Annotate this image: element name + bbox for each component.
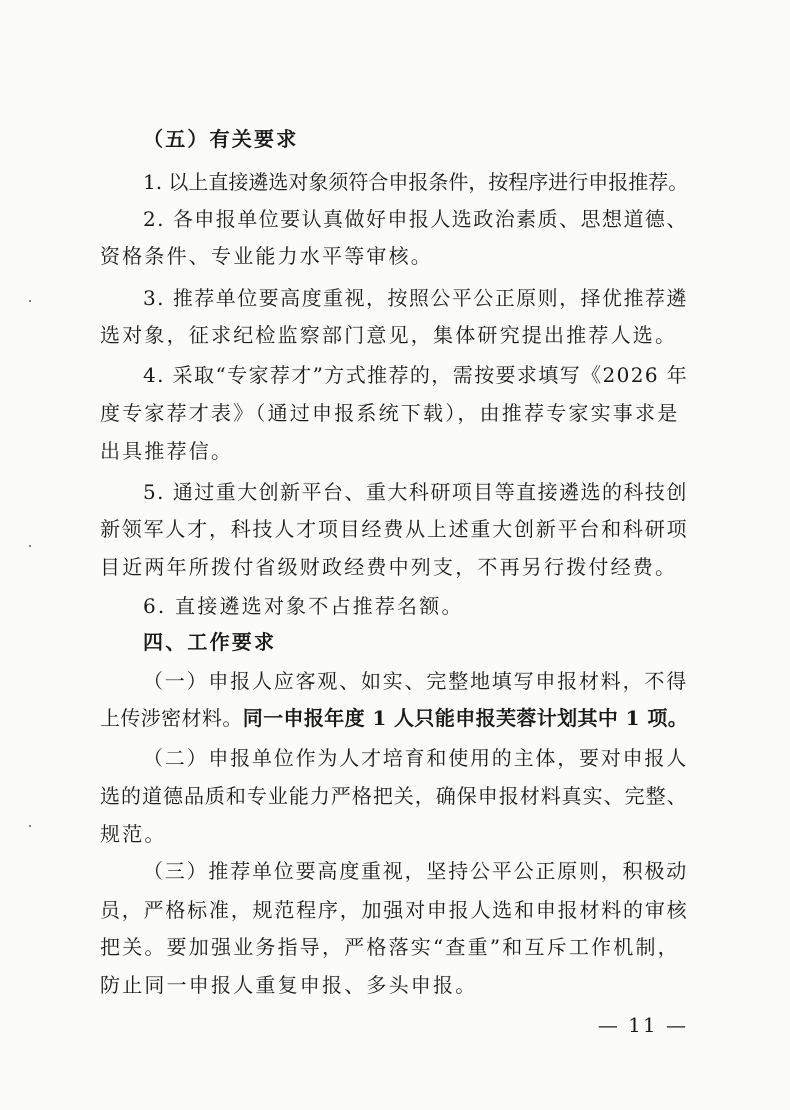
scan-mark	[29, 300, 31, 302]
item-1-text: 1. 以上直接遴选对象须符合申报条件，按程序进行申报推荐。	[143, 170, 689, 194]
item-6-text: 6. 直接遴选对象不占推荐名额。	[143, 594, 464, 618]
paragraph-2-line2: 选的道德品质和专业能力严格把关，确保申报材料真实、完整、	[100, 784, 688, 808]
scan-mark	[29, 545, 31, 547]
item-5-text-line1: 5. 通过重大创新平台、重大科研项目等直接遴选的科技创	[143, 480, 688, 504]
paragraph-3-line3: 把关。要加强业务指导，严格落实“查重”和互斥工作机制，	[100, 935, 680, 959]
paragraph-3-line4: 防止同一申报人重复申报、多头申报。	[100, 973, 478, 997]
item-3-text-line2: 选对象，征求纪检监察部门意见，集体研究提出推荐人选。	[100, 323, 678, 347]
paragraph-3-line2: 员，严格标准，规范程序，加强对申报人选和申报材料的审核	[100, 898, 689, 922]
item-3-text-line1: 3. 推荐单位要高度重视，按照公平公正原则，择优推荐遴	[143, 286, 688, 310]
paragraph-2-line3: 规范。	[100, 822, 167, 846]
item-5-text-line3: 目近两年所拨付省级财政经费中列支，不再另行拨付经费。	[100, 555, 678, 579]
item-4-text-line2: 度专家荐才表》（通过申报系统下载），由推荐专家实事求是	[100, 401, 680, 425]
item-2-text-line1: 2. 各申报单位要认真做好申报人选政治素质、思想道德、	[143, 207, 688, 231]
item-2-text-line2: 资格条件、专业能力水平等审核。	[100, 244, 433, 268]
paragraph-1-line2	[100, 705, 688, 731]
paragraph-1-line2-bold: 同一申报年度 1 人只能申报芙蓉计划其中 1 项。	[242, 706, 689, 730]
paragraph-1-line2-normal: 上传涉密材料。	[100, 706, 243, 730]
item-4-text-line1: 4. 采取“专家荐才”方式推荐的，需按要求填写《2026 年	[143, 363, 689, 387]
item-5-text-line2: 新领军人才，科技人才项目经费从上述重大创新平台和科研项	[100, 517, 689, 541]
scan-mark	[29, 825, 31, 827]
page-number: — 11 —	[597, 1013, 688, 1037]
paragraph-1-line1: （一）申报人应客观、如实、完整地填写申报材料，不得	[143, 669, 688, 693]
paragraph-3-line1: （三）推荐单位要高度重视，坚持公平公正原则，积极动	[143, 859, 688, 883]
section-five-title: （五）有关要求	[143, 127, 299, 151]
paragraph-2-line1: （二）申报单位作为人才培育和使用的主体，要对申报人	[143, 746, 688, 770]
section-four-title: 四、工作要求	[143, 630, 277, 654]
item-4-text-line3: 出具推荐信。	[100, 439, 234, 463]
